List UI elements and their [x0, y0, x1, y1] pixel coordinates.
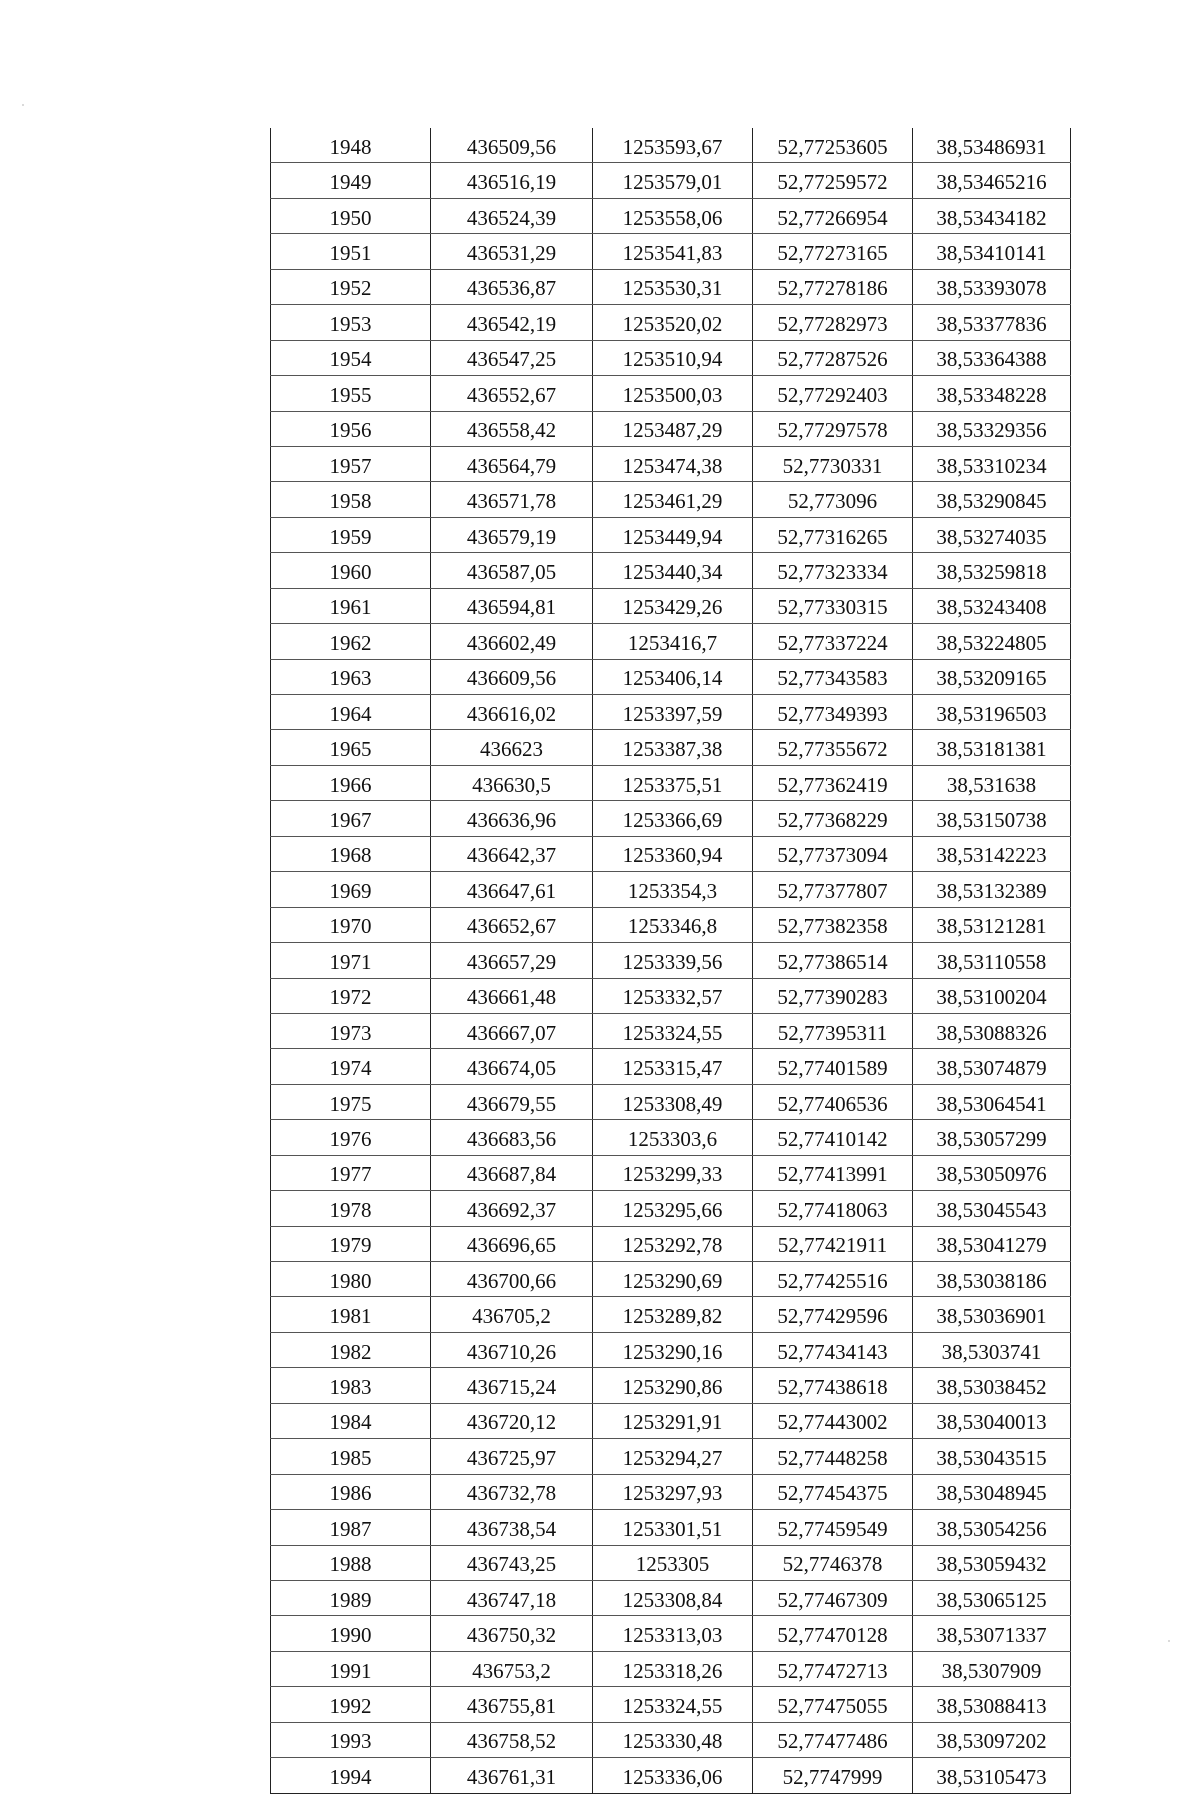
table-row: [271, 1616, 1071, 1651]
x-coordinate-cell: 436642,37: [431, 836, 593, 871]
point-number-cell: 1983: [271, 1368, 431, 1403]
table-row: [271, 1403, 1071, 1438]
latitude-cell: 52,77292403: [753, 376, 913, 411]
point-number-cell: 1985: [271, 1439, 431, 1474]
point-number-cell: 1988: [271, 1545, 431, 1580]
x-coordinate-cell: 436747,18: [431, 1580, 593, 1615]
x-coordinate-cell: 436509,56: [431, 128, 593, 163]
table-row: [271, 1297, 1071, 1332]
table-row: [271, 1155, 1071, 1190]
y-coordinate-cell: 1253297,93: [593, 1474, 753, 1509]
longitude-cell: 38,53036901: [913, 1297, 1071, 1332]
y-coordinate-cell: 1253440,34: [593, 553, 753, 588]
x-coordinate-cell: 436657,29: [431, 943, 593, 978]
y-coordinate-cell: 1253290,69: [593, 1262, 753, 1297]
y-coordinate-cell: 1253449,94: [593, 517, 753, 552]
y-coordinate-cell: 1253308,49: [593, 1084, 753, 1119]
y-coordinate-cell: 1253301,51: [593, 1510, 753, 1545]
table-row: [271, 1545, 1071, 1580]
point-number-cell: 1959: [271, 517, 431, 552]
table-row: [271, 1332, 1071, 1367]
latitude-cell: 52,77355672: [753, 730, 913, 765]
x-coordinate-cell: 436720,12: [431, 1403, 593, 1438]
coordinate-table-body: [271, 128, 1071, 1793]
point-number-cell: 1951: [271, 234, 431, 269]
point-number-cell: 1957: [271, 446, 431, 481]
x-coordinate-cell: 436571,78: [431, 482, 593, 517]
longitude-cell: 38,53329356: [913, 411, 1071, 446]
point-number-cell: 1961: [271, 588, 431, 623]
x-coordinate-cell: 436710,26: [431, 1332, 593, 1367]
y-coordinate-cell: 1253295,66: [593, 1191, 753, 1226]
latitude-cell: 52,77470128: [753, 1616, 913, 1651]
table-row: [271, 1120, 1071, 1155]
scan-speck: [1168, 1640, 1170, 1642]
y-coordinate-cell: 1253500,03: [593, 376, 753, 411]
longitude-cell: 38,53100204: [913, 978, 1071, 1013]
x-coordinate-cell: 436743,25: [431, 1545, 593, 1580]
latitude-cell: 52,77349393: [753, 695, 913, 730]
point-number-cell: 1972: [271, 978, 431, 1013]
y-coordinate-cell: 1253360,94: [593, 836, 753, 871]
longitude-cell: 38,53105473: [913, 1758, 1071, 1793]
longitude-cell: 38,53142223: [913, 836, 1071, 871]
y-coordinate-cell: 1253530,31: [593, 269, 753, 304]
longitude-cell: 38,53040013: [913, 1403, 1071, 1438]
longitude-cell: 38,53038186: [913, 1262, 1071, 1297]
longitude-cell: 38,53097202: [913, 1722, 1071, 1757]
table-row: [271, 376, 1071, 411]
longitude-cell: 38,5303741: [913, 1332, 1071, 1367]
y-coordinate-cell: 1253305: [593, 1545, 753, 1580]
longitude-cell: 38,53071337: [913, 1616, 1071, 1651]
x-coordinate-cell: 436623: [431, 730, 593, 765]
point-number-cell: 1968: [271, 836, 431, 871]
table-row: [271, 943, 1071, 978]
x-coordinate-cell: 436547,25: [431, 340, 593, 375]
y-coordinate-cell: 1253579,01: [593, 163, 753, 198]
table-row: [271, 446, 1071, 481]
table-row: [271, 1474, 1071, 1509]
point-number-cell: 1955: [271, 376, 431, 411]
latitude-cell: 52,77443002: [753, 1403, 913, 1438]
x-coordinate-cell: 436755,81: [431, 1687, 593, 1722]
y-coordinate-cell: 1253330,48: [593, 1722, 753, 1757]
y-coordinate-cell: 1253461,29: [593, 482, 753, 517]
table-row: [271, 730, 1071, 765]
y-coordinate-cell: 1253339,56: [593, 943, 753, 978]
longitude-cell: 38,53048945: [913, 1474, 1071, 1509]
y-coordinate-cell: 1253290,16: [593, 1332, 753, 1367]
x-coordinate-cell: 436536,87: [431, 269, 593, 304]
table-row: [271, 836, 1071, 871]
x-coordinate-cell: 436700,66: [431, 1262, 593, 1297]
latitude-cell: 52,77330315: [753, 588, 913, 623]
point-number-cell: 1975: [271, 1084, 431, 1119]
x-coordinate-cell: 436683,56: [431, 1120, 593, 1155]
longitude-cell: 38,53057299: [913, 1120, 1071, 1155]
latitude-cell: 52,77368229: [753, 801, 913, 836]
table-row: [271, 198, 1071, 233]
latitude-cell: 52,77373094: [753, 836, 913, 871]
x-coordinate-cell: 436758,52: [431, 1722, 593, 1757]
latitude-cell: 52,77401589: [753, 1049, 913, 1084]
table-row: [271, 801, 1071, 836]
latitude-cell: 52,77429596: [753, 1297, 913, 1332]
latitude-cell: 52,7730331: [753, 446, 913, 481]
table-row: [271, 163, 1071, 198]
longitude-cell: 38,53110558: [913, 943, 1071, 978]
x-coordinate-cell: 436715,24: [431, 1368, 593, 1403]
longitude-cell: 38,5307909: [913, 1651, 1071, 1686]
x-coordinate-cell: 436630,5: [431, 765, 593, 800]
longitude-cell: 38,53050976: [913, 1155, 1071, 1190]
table-row: [271, 1722, 1071, 1757]
point-number-cell: 1969: [271, 872, 431, 907]
latitude-cell: 52,77425516: [753, 1262, 913, 1297]
y-coordinate-cell: 1253318,26: [593, 1651, 753, 1686]
longitude-cell: 38,53181381: [913, 730, 1071, 765]
table-row: [271, 765, 1071, 800]
point-number-cell: 1965: [271, 730, 431, 765]
longitude-cell: 38,53043515: [913, 1439, 1071, 1474]
longitude-cell: 38,53132389: [913, 872, 1071, 907]
x-coordinate-cell: 436647,61: [431, 872, 593, 907]
longitude-cell: 38,53121281: [913, 907, 1071, 942]
point-number-cell: 1989: [271, 1580, 431, 1615]
latitude-cell: 52,77448258: [753, 1439, 913, 1474]
x-coordinate-cell: 436696,65: [431, 1226, 593, 1261]
latitude-cell: 52,77467309: [753, 1580, 913, 1615]
table-row: [271, 411, 1071, 446]
point-number-cell: 1963: [271, 659, 431, 694]
x-coordinate-cell: 436750,32: [431, 1616, 593, 1651]
latitude-cell: 52,77459549: [753, 1510, 913, 1545]
point-number-cell: 1977: [271, 1155, 431, 1190]
latitude-cell: 52,77337224: [753, 624, 913, 659]
table-row: [271, 1013, 1071, 1048]
x-coordinate-cell: 436524,39: [431, 198, 593, 233]
table-row: [271, 1084, 1071, 1119]
table-row: [271, 624, 1071, 659]
latitude-cell: 52,77282973: [753, 305, 913, 340]
latitude-cell: 52,77382358: [753, 907, 913, 942]
longitude-cell: 38,53434182: [913, 198, 1071, 233]
point-number-cell: 1976: [271, 1120, 431, 1155]
longitude-cell: 38,53243408: [913, 588, 1071, 623]
latitude-cell: 52,77413991: [753, 1155, 913, 1190]
y-coordinate-cell: 1253289,82: [593, 1297, 753, 1332]
latitude-cell: 52,77418063: [753, 1191, 913, 1226]
longitude-cell: 38,531638: [913, 765, 1071, 800]
x-coordinate-cell: 436552,67: [431, 376, 593, 411]
x-coordinate-cell: 436602,49: [431, 624, 593, 659]
coordinate-table: [270, 128, 1071, 1794]
y-coordinate-cell: 1253313,03: [593, 1616, 753, 1651]
point-number-cell: 1950: [271, 198, 431, 233]
table-row: [271, 978, 1071, 1013]
latitude-cell: 52,77454375: [753, 1474, 913, 1509]
longitude-cell: 38,53196503: [913, 695, 1071, 730]
point-number-cell: 1986: [271, 1474, 431, 1509]
point-number-cell: 1990: [271, 1616, 431, 1651]
point-number-cell: 1980: [271, 1262, 431, 1297]
longitude-cell: 38,53088413: [913, 1687, 1071, 1722]
latitude-cell: 52,77377807: [753, 872, 913, 907]
y-coordinate-cell: 1253324,55: [593, 1013, 753, 1048]
latitude-cell: 52,77406536: [753, 1084, 913, 1119]
y-coordinate-cell: 1253346,8: [593, 907, 753, 942]
longitude-cell: 38,53054256: [913, 1510, 1071, 1545]
latitude-cell: 52,7746378: [753, 1545, 913, 1580]
table-row: [271, 517, 1071, 552]
longitude-cell: 38,53290845: [913, 482, 1071, 517]
latitude-cell: 52,77273165: [753, 234, 913, 269]
table-row: [271, 1262, 1071, 1297]
table-row: [271, 907, 1071, 942]
table-row: [271, 695, 1071, 730]
table-row: [271, 588, 1071, 623]
point-number-cell: 1949: [271, 163, 431, 198]
latitude-cell: 52,77287526: [753, 340, 913, 375]
table-row: [271, 1510, 1071, 1545]
longitude-cell: 38,53045543: [913, 1191, 1071, 1226]
table-row: [271, 659, 1071, 694]
latitude-cell: 52,77278186: [753, 269, 913, 304]
latitude-cell: 52,77316265: [753, 517, 913, 552]
longitude-cell: 38,53038452: [913, 1368, 1071, 1403]
y-coordinate-cell: 1253474,38: [593, 446, 753, 481]
latitude-cell: 52,77438618: [753, 1368, 913, 1403]
x-coordinate-cell: 436692,37: [431, 1191, 593, 1226]
x-coordinate-cell: 436679,55: [431, 1084, 593, 1119]
latitude-cell: 52,77410142: [753, 1120, 913, 1155]
table-row: [271, 1368, 1071, 1403]
point-number-cell: 1948: [271, 128, 431, 163]
x-coordinate-cell: 436674,05: [431, 1049, 593, 1084]
latitude-cell: 52,77421911: [753, 1226, 913, 1261]
table-row: [271, 1758, 1071, 1793]
table-row: [271, 872, 1071, 907]
longitude-cell: 38,53065125: [913, 1580, 1071, 1615]
y-coordinate-cell: 1253487,29: [593, 411, 753, 446]
point-number-cell: 1962: [271, 624, 431, 659]
table-row: [271, 1580, 1071, 1615]
x-coordinate-cell: 436667,07: [431, 1013, 593, 1048]
y-coordinate-cell: 1253291,91: [593, 1403, 753, 1438]
x-coordinate-cell: 436516,19: [431, 163, 593, 198]
y-coordinate-cell: 1253593,67: [593, 128, 753, 163]
y-coordinate-cell: 1253294,27: [593, 1439, 753, 1474]
point-number-cell: 1979: [271, 1226, 431, 1261]
x-coordinate-cell: 436609,56: [431, 659, 593, 694]
y-coordinate-cell: 1253416,7: [593, 624, 753, 659]
x-coordinate-cell: 436753,2: [431, 1651, 593, 1686]
y-coordinate-cell: 1253299,33: [593, 1155, 753, 1190]
x-coordinate-cell: 436687,84: [431, 1155, 593, 1190]
longitude-cell: 38,53310234: [913, 446, 1071, 481]
longitude-cell: 38,53348228: [913, 376, 1071, 411]
x-coordinate-cell: 436705,2: [431, 1297, 593, 1332]
x-coordinate-cell: 436542,19: [431, 305, 593, 340]
table-row: [271, 1049, 1071, 1084]
point-number-cell: 1953: [271, 305, 431, 340]
x-coordinate-cell: 436738,54: [431, 1510, 593, 1545]
longitude-cell: 38,53364388: [913, 340, 1071, 375]
latitude-cell: 52,77266954: [753, 198, 913, 233]
table-row: [271, 128, 1071, 163]
point-number-cell: 1967: [271, 801, 431, 836]
x-coordinate-cell: 436579,19: [431, 517, 593, 552]
x-coordinate-cell: 436761,31: [431, 1758, 593, 1793]
longitude-cell: 38,53377836: [913, 305, 1071, 340]
x-coordinate-cell: 436636,96: [431, 801, 593, 836]
latitude-cell: 52,77395311: [753, 1013, 913, 1048]
point-number-cell: 1954: [271, 340, 431, 375]
longitude-cell: 38,53074879: [913, 1049, 1071, 1084]
y-coordinate-cell: 1253375,51: [593, 765, 753, 800]
table-row: [271, 1651, 1071, 1686]
y-coordinate-cell: 1253541,83: [593, 234, 753, 269]
latitude-cell: 52,77386514: [753, 943, 913, 978]
x-coordinate-cell: 436661,48: [431, 978, 593, 1013]
point-number-cell: 1992: [271, 1687, 431, 1722]
y-coordinate-cell: 1253308,84: [593, 1580, 753, 1615]
table-row: [271, 482, 1071, 517]
point-number-cell: 1964: [271, 695, 431, 730]
longitude-cell: 38,53064541: [913, 1084, 1071, 1119]
y-coordinate-cell: 1253366,69: [593, 801, 753, 836]
longitude-cell: 38,53059432: [913, 1545, 1071, 1580]
longitude-cell: 38,53224805: [913, 624, 1071, 659]
y-coordinate-cell: 1253429,26: [593, 588, 753, 623]
latitude-cell: 52,77343583: [753, 659, 913, 694]
longitude-cell: 38,53259818: [913, 553, 1071, 588]
scan-speck: [22, 104, 24, 106]
point-number-cell: 1993: [271, 1722, 431, 1757]
latitude-cell: 52,77477486: [753, 1722, 913, 1757]
point-number-cell: 1958: [271, 482, 431, 517]
y-coordinate-cell: 1253315,47: [593, 1049, 753, 1084]
longitude-cell: 38,53150738: [913, 801, 1071, 836]
latitude-cell: 52,77259572: [753, 163, 913, 198]
point-number-cell: 1960: [271, 553, 431, 588]
y-coordinate-cell: 1253510,94: [593, 340, 753, 375]
y-coordinate-cell: 1253397,59: [593, 695, 753, 730]
x-coordinate-cell: 436531,29: [431, 234, 593, 269]
x-coordinate-cell: 436652,67: [431, 907, 593, 942]
x-coordinate-cell: 436616,02: [431, 695, 593, 730]
latitude-cell: 52,77390283: [753, 978, 913, 1013]
y-coordinate-cell: 1253336,06: [593, 1758, 753, 1793]
y-coordinate-cell: 1253332,57: [593, 978, 753, 1013]
latitude-cell: 52,77434143: [753, 1332, 913, 1367]
longitude-cell: 38,53209165: [913, 659, 1071, 694]
y-coordinate-cell: 1253292,78: [593, 1226, 753, 1261]
longitude-cell: 38,53393078: [913, 269, 1071, 304]
latitude-cell: 52,77253605: [753, 128, 913, 163]
y-coordinate-cell: 1253324,55: [593, 1687, 753, 1722]
table-row: [271, 1191, 1071, 1226]
x-coordinate-cell: 436732,78: [431, 1474, 593, 1509]
latitude-cell: 52,77297578: [753, 411, 913, 446]
y-coordinate-cell: 1253290,86: [593, 1368, 753, 1403]
x-coordinate-cell: 436558,42: [431, 411, 593, 446]
point-number-cell: 1966: [271, 765, 431, 800]
x-coordinate-cell: 436564,79: [431, 446, 593, 481]
y-coordinate-cell: 1253303,6: [593, 1120, 753, 1155]
y-coordinate-cell: 1253520,02: [593, 305, 753, 340]
longitude-cell: 38,53410141: [913, 234, 1071, 269]
point-number-cell: 1987: [271, 1510, 431, 1545]
table-row: [271, 234, 1071, 269]
table-row: [271, 1687, 1071, 1722]
longitude-cell: 38,53465216: [913, 163, 1071, 198]
latitude-cell: 52,7747999: [753, 1758, 913, 1793]
longitude-cell: 38,53274035: [913, 517, 1071, 552]
x-coordinate-cell: 436725,97: [431, 1439, 593, 1474]
point-number-cell: 1981: [271, 1297, 431, 1332]
point-number-cell: 1971: [271, 943, 431, 978]
y-coordinate-cell: 1253558,06: [593, 198, 753, 233]
point-number-cell: 1982: [271, 1332, 431, 1367]
latitude-cell: 52,77472713: [753, 1651, 913, 1686]
longitude-cell: 38,53486931: [913, 128, 1071, 163]
table-row: [271, 269, 1071, 304]
y-coordinate-cell: 1253354,3: [593, 872, 753, 907]
latitude-cell: 52,77475055: [753, 1687, 913, 1722]
point-number-cell: 1973: [271, 1013, 431, 1048]
y-coordinate-cell: 1253406,14: [593, 659, 753, 694]
point-number-cell: 1978: [271, 1191, 431, 1226]
point-number-cell: 1994: [271, 1758, 431, 1793]
longitude-cell: 38,53041279: [913, 1226, 1071, 1261]
table-row: [271, 1226, 1071, 1261]
latitude-cell: 52,773096: [753, 482, 913, 517]
y-coordinate-cell: 1253387,38: [593, 730, 753, 765]
point-number-cell: 1970: [271, 907, 431, 942]
point-number-cell: 1984: [271, 1403, 431, 1438]
table-row: [271, 553, 1071, 588]
x-coordinate-cell: 436587,05: [431, 553, 593, 588]
table-row: [271, 1439, 1071, 1474]
latitude-cell: 52,77362419: [753, 765, 913, 800]
point-number-cell: 1956: [271, 411, 431, 446]
point-number-cell: 1952: [271, 269, 431, 304]
longitude-cell: 38,53088326: [913, 1013, 1071, 1048]
point-number-cell: 1974: [271, 1049, 431, 1084]
latitude-cell: 52,77323334: [753, 553, 913, 588]
table-row: [271, 340, 1071, 375]
table-row: [271, 305, 1071, 340]
x-coordinate-cell: 436594,81: [431, 588, 593, 623]
point-number-cell: 1991: [271, 1651, 431, 1686]
